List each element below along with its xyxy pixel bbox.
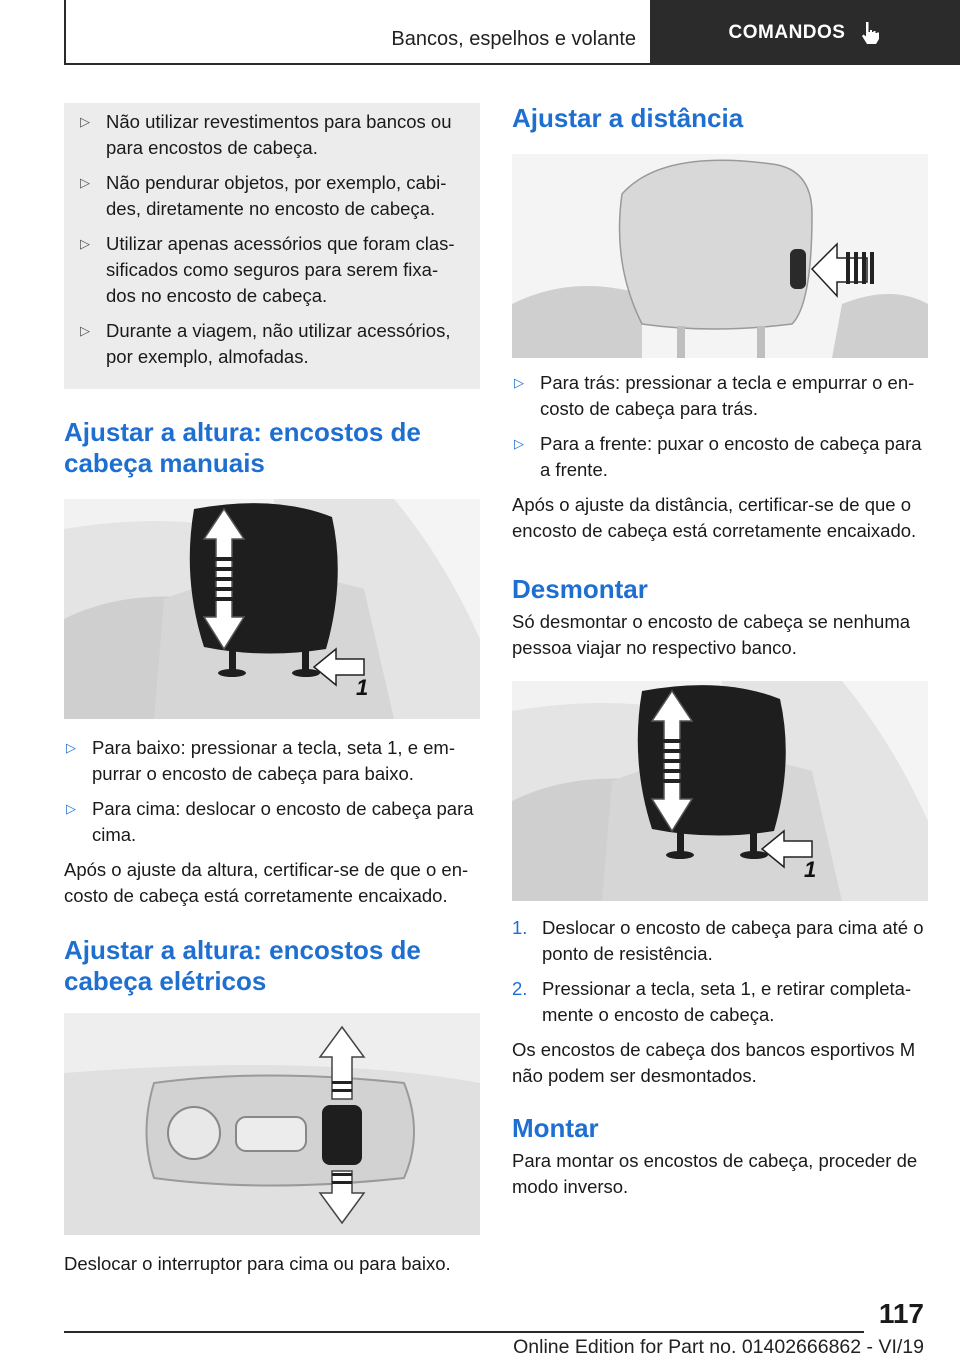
manual-height-heading: Ajustar a altura: encostos de cabeça manuais: [64, 417, 421, 478]
header-rule-bottom: [64, 63, 650, 65]
warning-item: ▷ Durante a viagem, não utilizar acessórios, por exemplo, almofadas.: [78, 318, 466, 370]
remove-step: [512, 915, 928, 967]
manual-height-item: ▷ Para baixo: pressionar a tecla, seta 1, e em‐purrar o encosto de cabeça para baixo.: [64, 735, 480, 787]
chapter-tab-label: COMANDOS: [728, 21, 846, 43]
manual-height-item: ▷ Para cima: deslocar o encosto de cabeça para cima.: [64, 796, 480, 848]
left-column: [64, 103, 480, 1277]
header-rule-left: [64, 0, 66, 64]
distance-item: ▷ Para a frente: puxar o encosto de cabeça para a frente.: [512, 431, 928, 483]
right-column: [512, 103, 928, 1200]
manual-height-note: Após o ajuste da altura, certificar-se de que o en‐costo de cabeça está corretamente encaixado.: [64, 859, 469, 906]
distance-list: [512, 370, 928, 483]
distance-heading: Ajustar a distância: [512, 103, 744, 133]
remove-heading: Desmontar: [512, 574, 648, 604]
warning-list: [78, 109, 466, 370]
remove-step: [512, 976, 928, 1028]
distance-headrest-figure: [512, 154, 928, 358]
electric-height-heading: Ajustar a altura: encostos de cabeça elétricos: [64, 935, 421, 996]
remove-intro: Só desmontar o encosto de cabeça se nenhuma pessoa viajar no respectivo banco.: [512, 611, 911, 658]
manual-figure-callout: 1: [356, 675, 369, 700]
step-number: 1.: [512, 917, 528, 938]
warning-item: ▷ Utilizar apenas acessórios que foram clas‐sificados como seguros para serem fixa‐dos no encosto de cabeça.: [78, 231, 466, 309]
manual-height-list: [64, 735, 480, 848]
electric-switch-figure: [64, 1013, 480, 1235]
distance-item: ▷ Para trás: pressionar a tecla e empurrar o en‐costo de cabeça para trás.: [512, 370, 928, 422]
remove-figure-callout: 1: [804, 857, 817, 882]
remove-steps: [512, 915, 928, 1028]
step-text: Deslocar o encosto de cabeça para cima até o ponto de resistência.: [542, 917, 924, 964]
warning-item: ▷ Não pendurar objetos, por exemplo, cabi‐des, diretamente no encosto de cabeça.: [78, 170, 466, 222]
step-text: Pressionar a tecla, seta 1, e retirar completa‐mente o encosto de cabeça.: [542, 978, 912, 1025]
remove-note: Os encostos de cabeça dos bancos esportivos M não podem ser desmontados.: [512, 1039, 916, 1086]
section-title: Bancos, espelhos e volante: [391, 28, 636, 50]
page-number: 117: [878, 1298, 924, 1329]
electric-height-text: Deslocar o interruptor para cima ou para baixo.: [64, 1253, 451, 1274]
warning-box: [64, 103, 480, 389]
footer-rule: [64, 1331, 864, 1333]
distance-note: Após o ajuste da distância, certificar-se de que o encosto de cabeça está corretamente encaixado.: [512, 494, 917, 541]
chapter-tab[interactable]: [650, 0, 960, 65]
remove-headrest-figure: [512, 681, 928, 901]
warning-item: ▷ Não utilizar revestimentos para bancos ou para encostos de cabeça.: [78, 109, 466, 161]
mount-text: Para montar os encostos de cabeça, proceder de modo inverso.: [512, 1150, 918, 1197]
step-number: 2.: [512, 978, 528, 999]
manual-headrest-figure: [64, 499, 480, 719]
edition-text: Online Edition for Part no. 01402666862 - VI/19: [513, 1336, 924, 1358]
mount-heading: Montar: [512, 1113, 599, 1143]
pointing-hand-icon: [859, 20, 881, 46]
